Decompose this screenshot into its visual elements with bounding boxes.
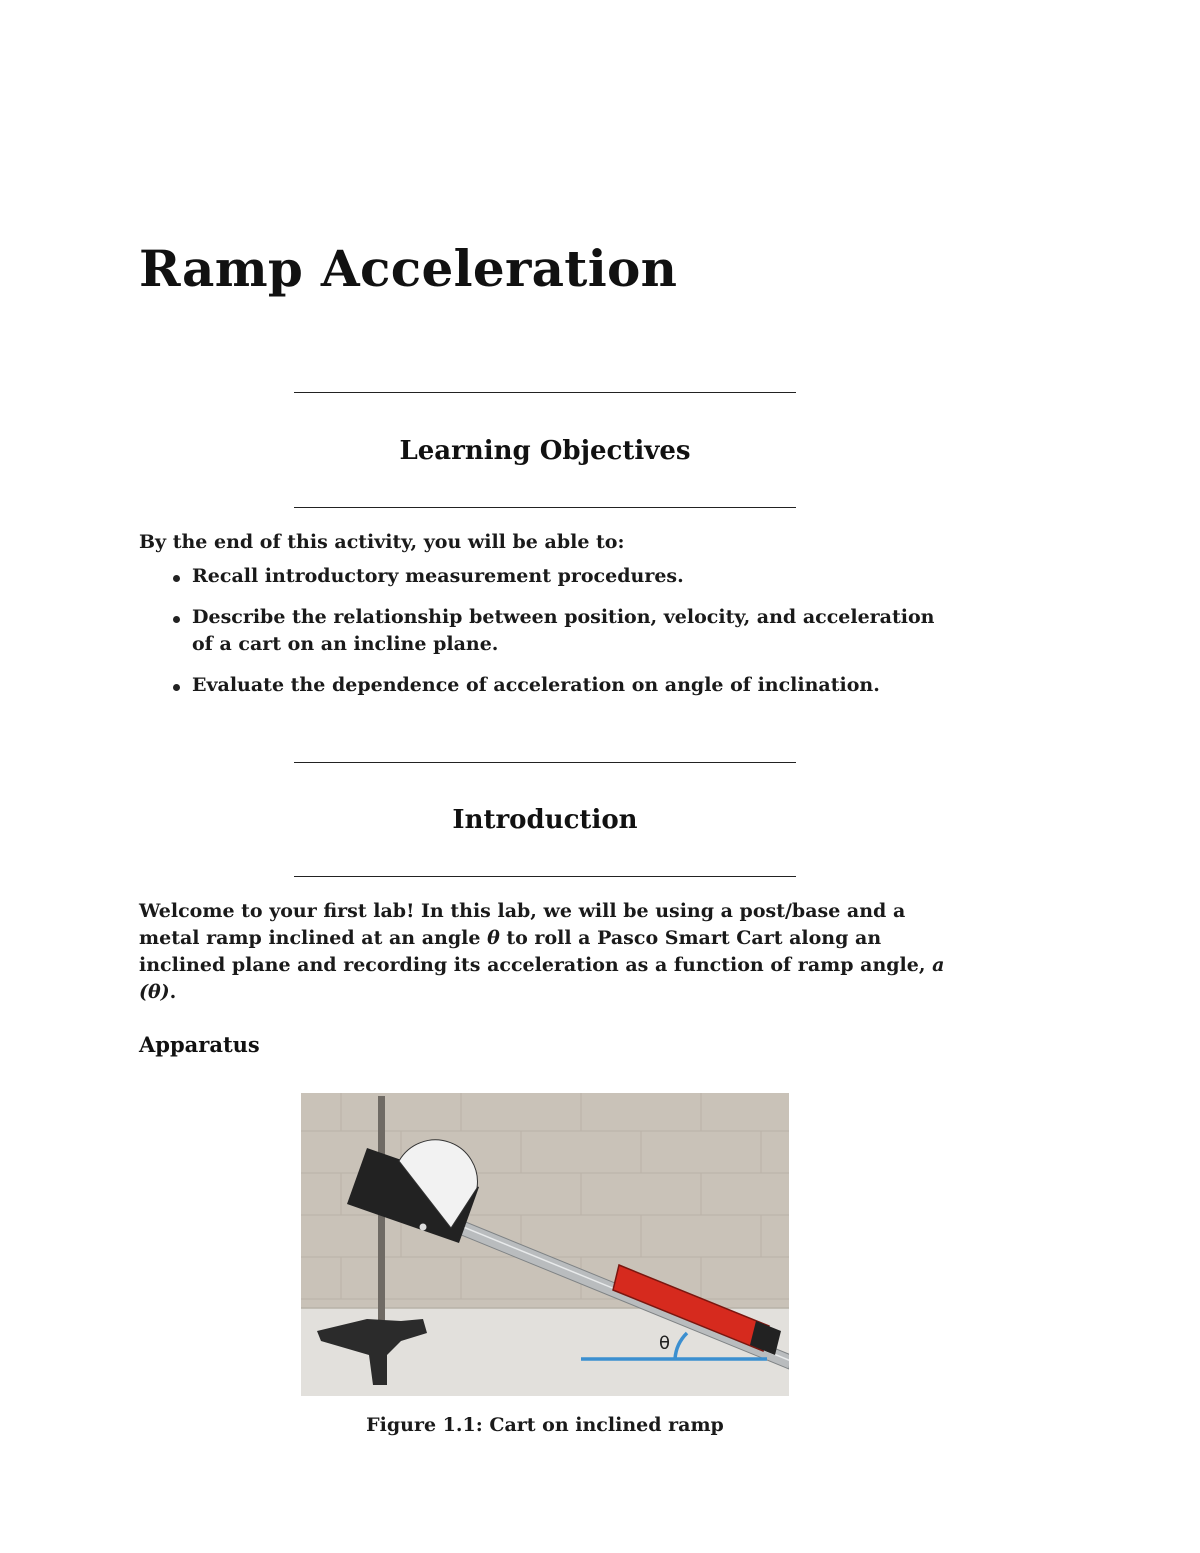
section-rule-top xyxy=(294,762,796,763)
objectives-intro: By the end of this activity, you will be able to: xyxy=(139,531,625,553)
stand-post xyxy=(378,1096,385,1354)
apparatus-illustration xyxy=(301,1093,789,1396)
intro-text-1: Welcome to your first lab! In this lab, we will be using a post/base and a metal ramp inclined at an angle xyxy=(139,900,906,949)
objectives-list xyxy=(171,563,961,713)
figure-caption: Figure 1.1: Cart on inclined ramp xyxy=(366,1414,724,1436)
angle-theta-label: θ xyxy=(659,1333,671,1354)
clamp-knob xyxy=(420,1224,427,1231)
objective-item: Recall introductory measurement procedures. xyxy=(171,563,961,590)
learning-objectives-heading: Learning Objectives xyxy=(399,436,691,466)
intro-text-3: . xyxy=(169,981,177,1003)
acceleration-symbol: a (θ) xyxy=(139,954,945,1003)
page-title: Ramp Acceleration xyxy=(139,239,678,298)
intro-text-2: to roll a Pasco Smart Cart along an inclined plane and recording its acceleration as a function of ramp angle, xyxy=(139,927,933,976)
introduction-paragraph xyxy=(139,898,951,1006)
introduction-heading: Introduction xyxy=(452,805,638,835)
theta-symbol: θ xyxy=(487,927,500,949)
apparatus-heading: Apparatus xyxy=(139,1032,260,1057)
section-rule-bottom xyxy=(294,876,796,877)
objective-item: Evaluate the dependence of acceleration on angle of inclination. xyxy=(171,672,961,699)
section-rule-top xyxy=(294,392,796,393)
objective-item: Describe the relationship between position, velocity, and acceleration of a cart on an incline plane. xyxy=(171,604,961,658)
apparatus-photo xyxy=(301,1093,789,1396)
section-rule-bottom xyxy=(294,507,796,508)
